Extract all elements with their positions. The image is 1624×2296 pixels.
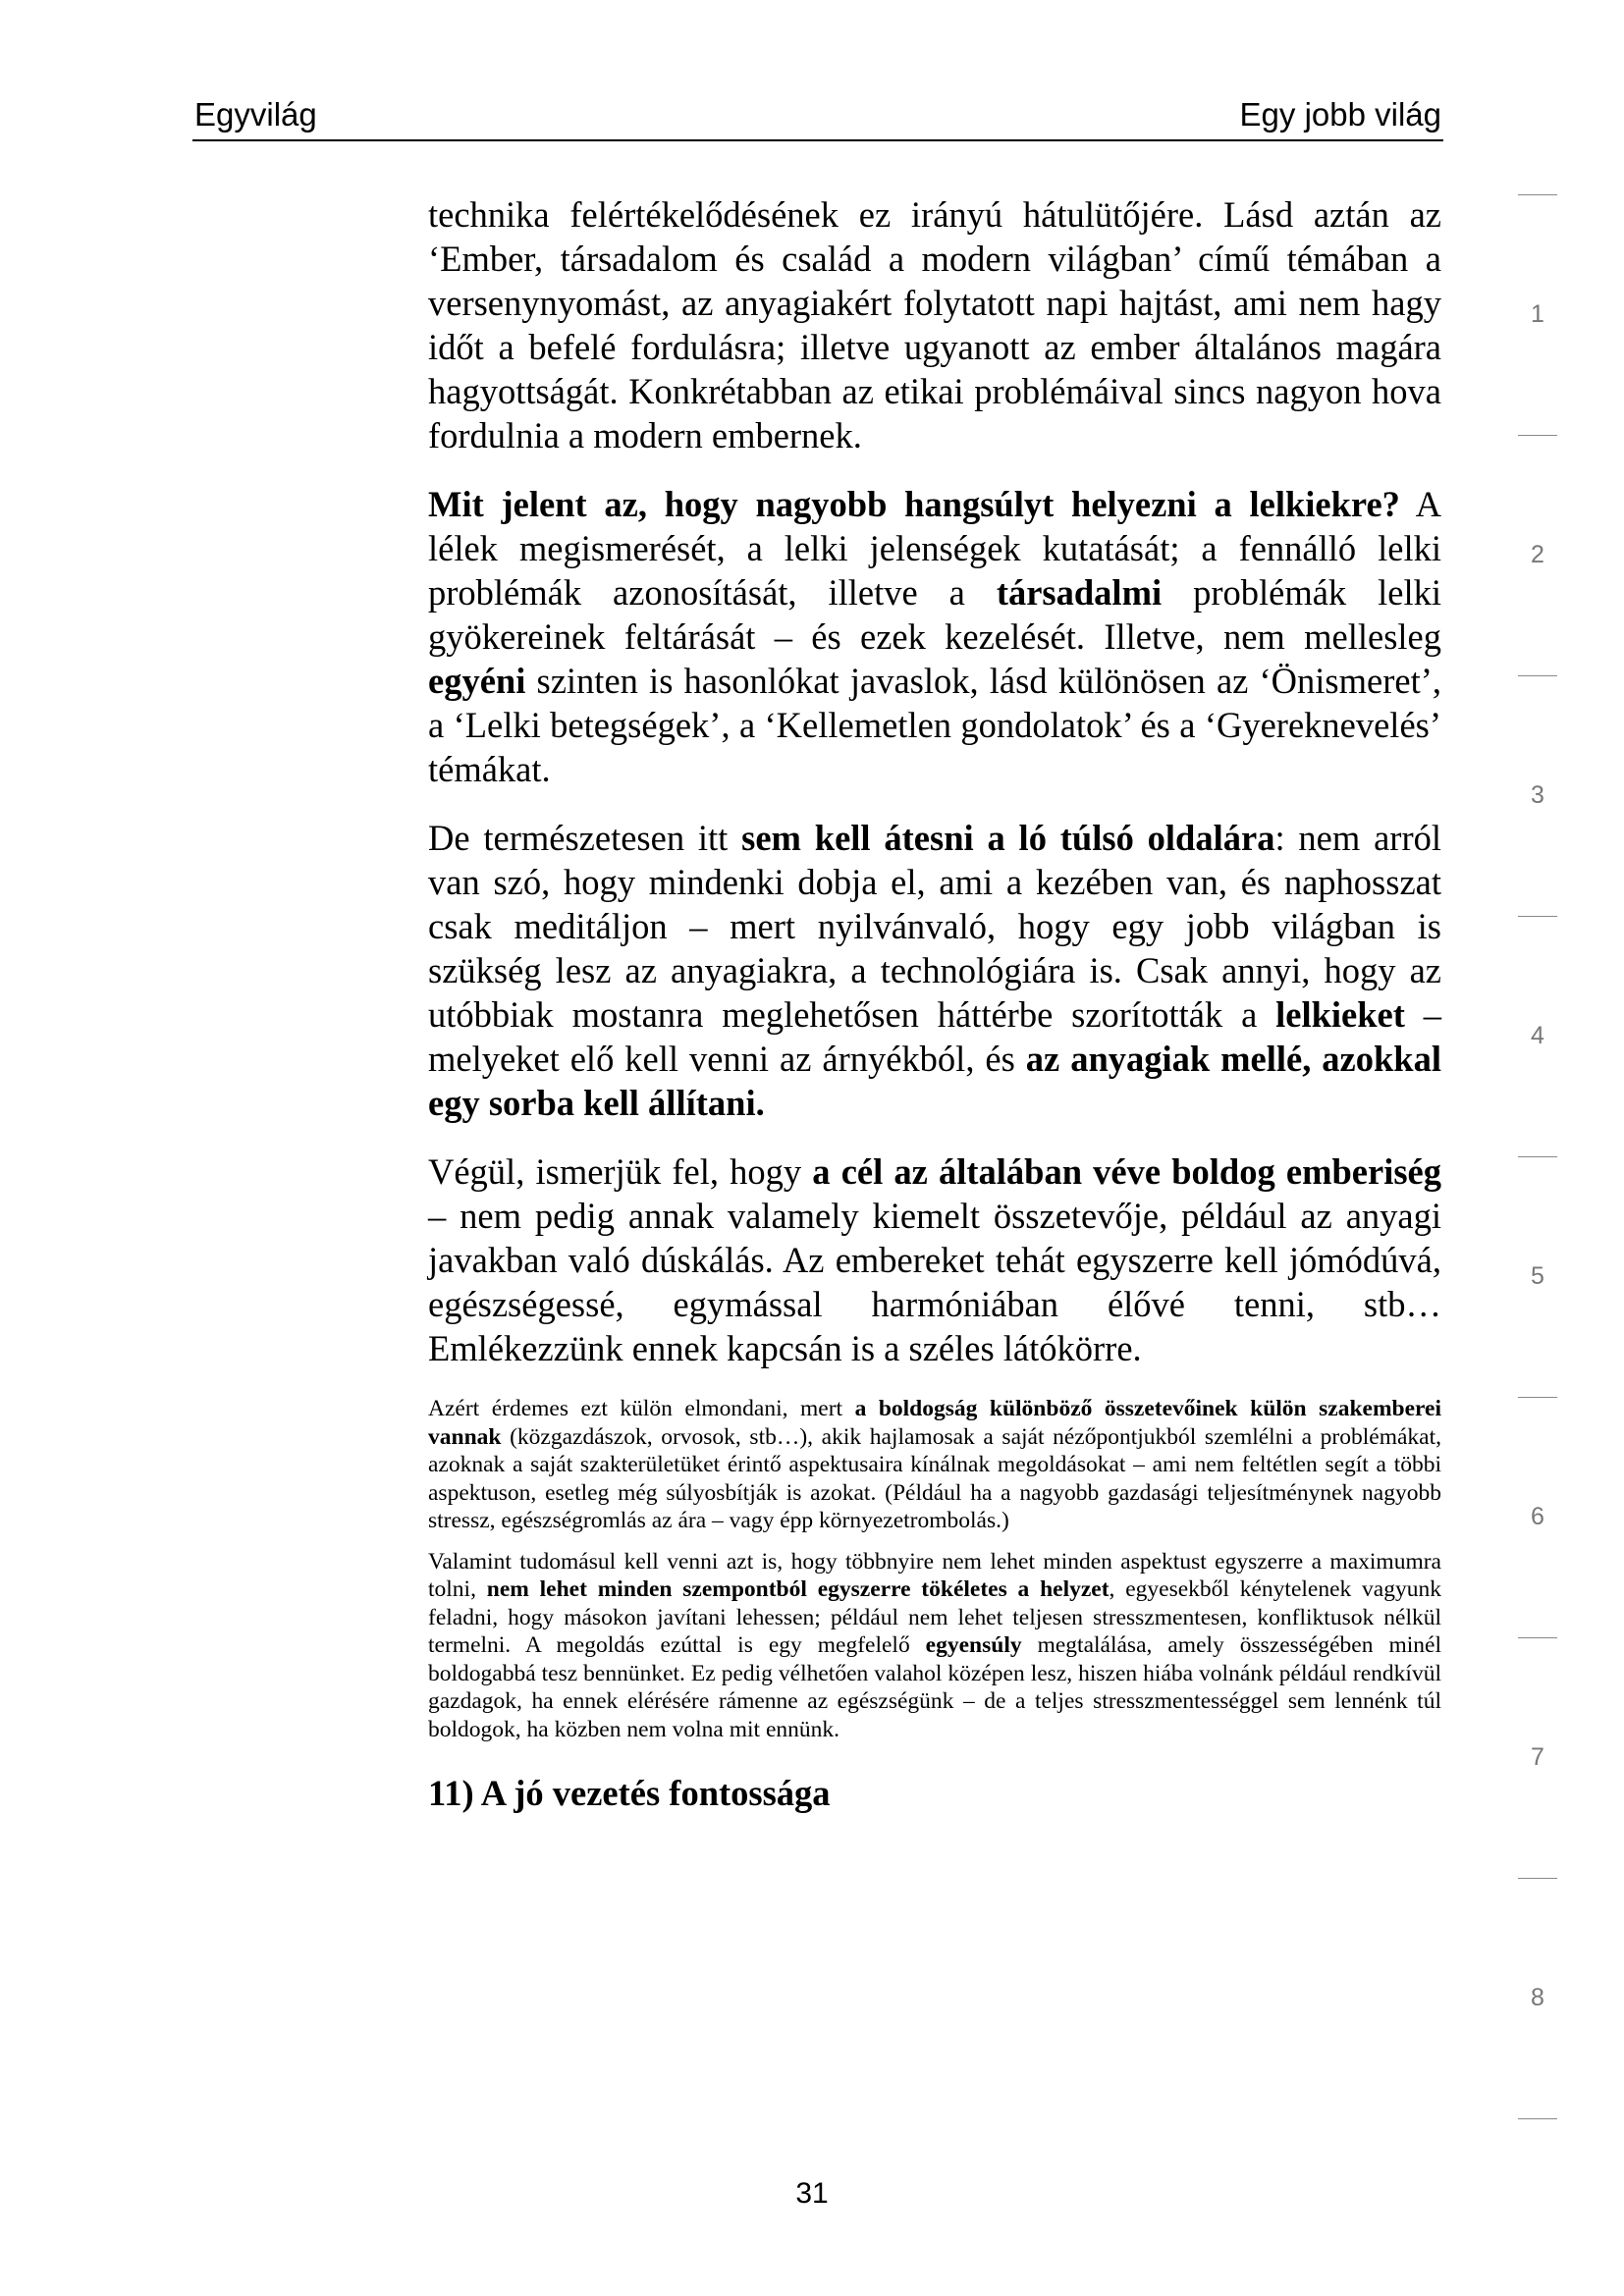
margin-number: 2 <box>1531 541 1544 568</box>
text-run: – melyeket elő kell venni az árnyékból, és <box>428 994 1442 1079</box>
section-heading: 11) A jó vezetés fontossága <box>428 1773 831 1813</box>
running-header <box>192 94 1443 141</box>
header-right-title: Egy jobb világ <box>1239 96 1441 133</box>
paragraph-4 <box>428 1149 1441 1370</box>
margin-rule <box>1518 1637 1557 1638</box>
margin-rule <box>1518 435 1557 436</box>
margin-number: 3 <box>1531 781 1544 809</box>
bold-text: lelkieket <box>1275 994 1405 1035</box>
margin-rule <box>1518 2118 1557 2119</box>
page-number: 31 <box>795 2177 829 2210</box>
margin-rule <box>1518 916 1557 917</box>
body-text <box>428 192 1441 1815</box>
margin-rule <box>1518 1397 1557 1398</box>
text-run: : nem arról van szó, hogy mindenki dobja el, ami a kezében van, és naphosszat csak meditáljon – mert nyilvánvaló, hogy egy jobb világban is szükség lesz az anyagiakra, a technológiára is. Csak annyi, hogy az utóbbiak mostanra meglehetősen háttérbe szorították a <box>428 818 1441 1035</box>
text-run: problémák lelki gyökereinek feltárását – és ezek kezelését. Illetve, nem mellesleg <box>428 572 1441 657</box>
bold-text: sem kell átesni a ló túlsó oldalára <box>741 818 1275 858</box>
text-run: Végül, ismerjük fel, hogy <box>428 1151 813 1192</box>
bold-text: Mit jelent az, hogy nagyobb hangsúlyt helyezni a lelkiekre? <box>428 484 1400 524</box>
bold-text: egyéni <box>428 661 526 701</box>
text-run: (közgazdászok, orvosok, stb…), akik hajlamosak a saját nézőpontjukból szemlélni a problémákat, azoknak a saját szakterületüket érintő aspektusaira kínálnak megoldásokat – ami nem feltétlen segít a többi aspektuson, esetleg még súlyosbítják is azokat. (Például ha a nagyobb gazdasági teljesítménynek nagyobb stressz, egészségromlás az ára – vagy épp környezetrombolás.) <box>428 1423 1441 1533</box>
paragraph-3 <box>428 816 1441 1125</box>
text-run: szinten is hasonlókat javaslok, lásd különösen az ‘Önismeret’, a ‘Lelki betegségek’, a ‘Kellemetlen gondolatok’ és a ‘Gyereknevelés’ témákat. <box>428 661 1441 789</box>
margin-number: 7 <box>1531 1743 1544 1771</box>
header-left-title: Egyvilág <box>194 96 317 133</box>
margin-number: 4 <box>1531 1022 1544 1049</box>
margin-rule <box>1518 1878 1557 1879</box>
text-run: , egyesekből kénytelenek vagyunk feladni, hogy másokon javítani lehessen; például nem lehet teljesen stresszmentesen, konfliktusok nélkül termelni. A megoldás ezúttal is egy megfelelő <box>428 1576 1441 1658</box>
bold-text: egyensúly <box>925 1632 1022 1658</box>
margin-rule <box>1518 1156 1557 1157</box>
text-run: A lélek megismerését, a lelki jelenségek kutatását; a fennálló lelki problémák azonosítását, illetve a <box>428 484 1441 613</box>
paragraph-1 <box>428 192 1441 457</box>
text-run: Azért érdemes ezt külön elmondani, mert <box>428 1396 855 1421</box>
note-1 <box>428 1395 1441 1535</box>
paragraph-2 <box>428 482 1441 791</box>
margin-number: 6 <box>1531 1503 1544 1530</box>
margin-rule <box>1518 194 1557 195</box>
bold-text: társadalmi <box>996 572 1163 613</box>
text-run: Valamint tudomásul kell venni azt is, hogy többnyire nem lehet minden aspektust egyszerre a maximumra tolni, <box>428 1548 1441 1602</box>
margin-rule <box>1518 675 1557 676</box>
bold-text: az anyagiak mellé, azokkal egy sorba kell állítani. <box>428 1039 1441 1123</box>
text-run: megtalálása, amely összességében minél boldogabbá tesz bennünket. Ez pedig vélhetően valahol középen lesz, hiszen hiába volnánk például rendkívül gazdagok, ha ennek elérésére rámenne az egészségünk – de a teljes stresszmentességgel sem lennénk túl boldogok, ha közben nem volna mit ennünk. <box>428 1632 1441 1742</box>
note-2 <box>428 1548 1441 1744</box>
margin-number: 8 <box>1531 1984 1544 2011</box>
bold-text: a cél az általában véve boldog emberiség <box>812 1151 1441 1192</box>
margin-number: 1 <box>1531 300 1544 328</box>
bold-text: nem lehet minden szempontból egyszerre tökéletes a helyzet <box>486 1576 1110 1602</box>
text-run: De természetesen itt <box>428 818 742 858</box>
text-run: technika felértékelődésének ez irányú hátulütőjére. Lásd aztán az ‘Ember, társadalom és család a modern világban’ című témában a versenynyomást, az anyagiakért folytatott napi hajtást, ami nem hagy időt a befelé fordulásra; illetve ugyanott az ember általános magára hagyottságát. Konkrétabban az etikai problémáival sincs nagyon hova fordulnia a modern embernek. <box>428 194 1441 455</box>
text-run: – nem pedig annak valamely kiemelt összetevője, például az anyagi javakban való dúskálás. Az embereket tehát egyszerre kell jómódúvá, egészségessé, egymással harmóniában élővé tenni, stb… Emlékezzünk ennek kapcsán is a széles látókörre. <box>428 1196 1441 1368</box>
margin-number: 5 <box>1531 1262 1544 1290</box>
bold-text: a boldogság különböző összetevőinek külön szakemberei vannak <box>428 1396 1441 1450</box>
